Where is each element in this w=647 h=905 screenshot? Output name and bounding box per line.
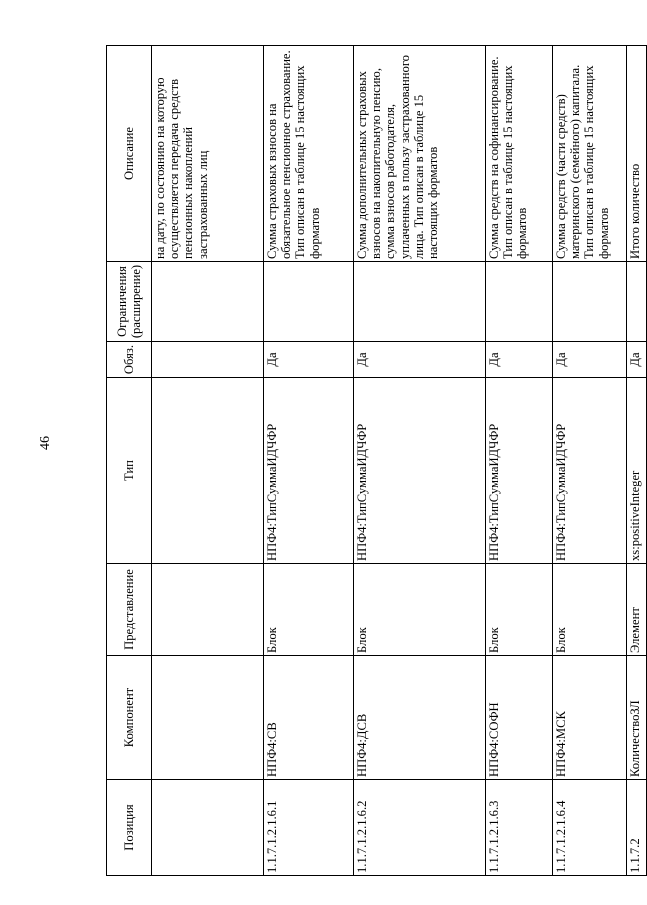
cell-limits: [627, 262, 647, 342]
cell-description: Сумма страховых взносов на обязательное пенсионное страхование. Тип описан в таблице 15 настоящих форматов: [264, 46, 354, 262]
rotated-table-wrapper: [106, 46, 642, 876]
cell-required: [152, 342, 264, 378]
cell-description: на дату, по состоянию на которую осуществляется передача средств пенсионных накоплений застрахованных лиц: [152, 46, 264, 262]
table-header-row: [107, 46, 152, 876]
page-number: 46: [38, 436, 53, 450]
cell-type: НПФ4:ТипСуммаИДЧФР: [264, 378, 354, 564]
header-representation: Представление: [107, 564, 152, 656]
header-component: Компонент: [107, 656, 152, 780]
cell-limits: [264, 262, 354, 342]
cell-representation: Блок: [486, 564, 553, 656]
cell-position: 1.1.7.1.2.1.6.2: [354, 780, 486, 876]
header-required: Обяз.: [107, 342, 152, 378]
cell-required: Да: [486, 342, 553, 378]
cell-representation: Блок: [553, 564, 627, 656]
cell-representation: Элемент: [627, 564, 647, 656]
cell-description: Итого количество: [627, 46, 647, 262]
header-type: Тип: [107, 378, 152, 564]
cell-limits: [152, 262, 264, 342]
cell-position: [152, 780, 264, 876]
cell-type: НПФ4:ТипСуммаИДЧФР: [486, 378, 553, 564]
cell-type: xs:positiveInteger: [627, 378, 647, 564]
cell-type: НПФ4:ТипСуммаИДЧФР: [354, 378, 486, 564]
cell-limits: [486, 262, 553, 342]
format-table: [106, 45, 647, 876]
cell-description: Сумма средств на софинансирование. Тип описан в таблице 15 настоящих форматов: [486, 46, 553, 262]
cell-representation: Блок: [354, 564, 486, 656]
cell-component: НПФ4:СОФН: [486, 656, 553, 780]
cell-position: 1.1.7.1.2.1.6.1: [264, 780, 354, 876]
table-row: [152, 46, 264, 876]
header-description: Описание: [107, 46, 152, 262]
table-row: [354, 46, 486, 876]
cell-component: НПФ4:МСК: [553, 656, 627, 780]
cell-representation: [152, 564, 264, 656]
cell-component: КоличествоЗЛ: [627, 656, 647, 780]
cell-description: Сумма средств (части средств) материнского (семейного) капитала. Тип описан в таблице 15 настоящих форматов: [553, 46, 627, 262]
cell-position: 1.1.7.1.2.1.6.3: [486, 780, 553, 876]
header-position: Позиция: [107, 780, 152, 876]
cell-description: Сумма дополнительных страховых взносов на накопительную пенсию, сумма взносов работодателя, уплаченных в пользу застрахованного лица. Тип описан в таблице 15 настоящих форматов: [354, 46, 486, 262]
cell-component: НПФ4:ДСВ: [354, 656, 486, 780]
cell-position: 1.1.7.1.2.1.6.4: [553, 780, 627, 876]
cell-required: Да: [264, 342, 354, 378]
table-row: [553, 46, 627, 876]
table-row: [627, 46, 647, 876]
cell-limits: [354, 262, 486, 342]
cell-position: 1.1.7.2: [627, 780, 647, 876]
cell-component: [152, 656, 264, 780]
cell-required: Да: [354, 342, 486, 378]
cell-required: Да: [553, 342, 627, 378]
cell-type: [152, 378, 264, 564]
cell-required: Да: [627, 342, 647, 378]
cell-limits: [553, 262, 627, 342]
table-row: [486, 46, 553, 876]
header-limits: Ограничения (расширение): [107, 262, 152, 342]
cell-representation: Блок: [264, 564, 354, 656]
cell-type: НПФ4:ТипСуммаИДЧФР: [553, 378, 627, 564]
table-row: [264, 46, 354, 876]
cell-component: НПФ4:СВ: [264, 656, 354, 780]
